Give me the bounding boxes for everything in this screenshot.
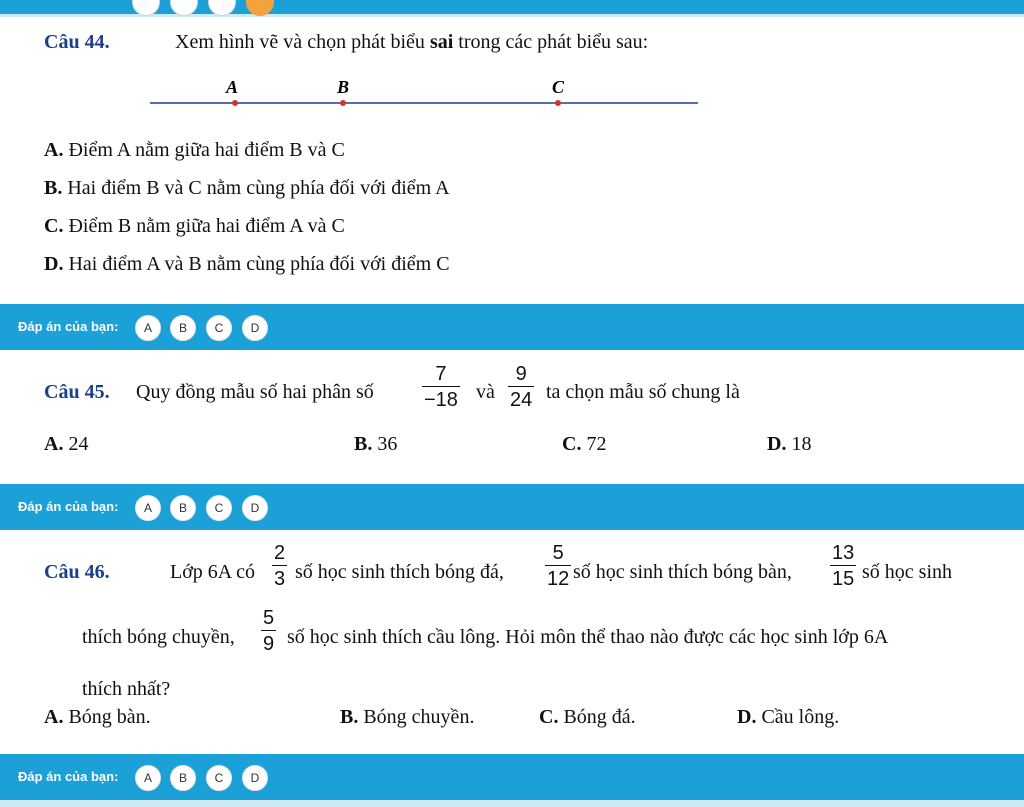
fraction-13-over-15: $\frac{13}{15}$	[832, 542, 855, 590]
q45-option-c: C. 72	[562, 433, 607, 455]
question-46-line1-b: số học sinh thích bóng đá,	[295, 561, 504, 583]
q46-option-b: B. Bóng chuyền.	[340, 706, 475, 728]
question-44-number: Câu 44.	[44, 31, 110, 53]
answer-bar-label: Đáp án của bạn:	[18, 319, 119, 334]
question-46-number: Câu 46.	[44, 561, 110, 583]
point-c	[555, 100, 561, 106]
answer-choice-b[interactable]: B	[170, 765, 196, 791]
question-45-stem-3: ta chọn mẫu số chung là	[546, 381, 740, 403]
question-46-line1-c: số học sinh thích bóng bàn,	[573, 561, 792, 583]
q46-option-a: A. Bóng bàn.	[44, 706, 151, 728]
q45-option-b: B. 36	[354, 433, 398, 455]
q45-option-d: D. 18	[767, 433, 812, 455]
answer-bar-label: Đáp án của bạn:	[18, 499, 119, 514]
answer-choice-b[interactable]: B	[170, 495, 196, 521]
q44-option-c: C. Điểm B nằm giữa hai điểm A và C	[44, 215, 345, 237]
fraction-2-over-3: $\frac{2}{3}$	[274, 542, 286, 590]
question-46-line2-a: thích bóng chuyền,	[82, 626, 235, 648]
question-46-line1-d: số học sinh	[862, 561, 952, 583]
fraction-5-over-12: $\frac{5}{12}$	[547, 542, 570, 590]
q44-option-a: A. Điểm A nằm giữa hai điểm B và C	[44, 139, 345, 161]
point-a	[232, 100, 238, 106]
question-44-stem: Xem hình vẽ và chọn phát biểu sai trong các phát biểu sau:	[175, 31, 649, 53]
answer-bar-q45	[0, 484, 1024, 530]
question-46-line1-a: Lớp 6A có	[170, 561, 256, 583]
q44-option-d: D. Hai điểm A và B nằm cùng phía đối với điểm C	[44, 253, 450, 275]
point-a-label: A	[225, 77, 239, 97]
answer-choice-c[interactable]: C	[206, 765, 232, 791]
top-bar-divider	[0, 14, 1024, 17]
fraction-5-over-9: $\frac{5}{9}$	[263, 607, 275, 655]
answer-choice-a[interactable]: A	[135, 765, 161, 791]
q44-option-b: B. Hai điểm B và C nằm cùng phía đối với điểm A	[44, 177, 450, 199]
point-b	[340, 100, 346, 106]
question-45-stem-1: Quy đồng mẫu số hai phân số	[136, 381, 374, 403]
q46-option-c: C. Bóng đá.	[539, 706, 636, 728]
answer-choice-d[interactable]: D	[242, 495, 268, 521]
answer-bar-label: Đáp án của bạn:	[18, 769, 119, 784]
question-46-line3: thích nhất?	[82, 678, 171, 700]
answer-choice-d[interactable]: D	[242, 765, 268, 791]
point-b-label: B	[336, 77, 350, 97]
fraction-9-over-24: $\frac{9}{24}$	[510, 363, 533, 411]
answer-choice-c[interactable]: C	[206, 315, 232, 341]
answer-choice-d[interactable]: D	[242, 315, 268, 341]
q45-option-a: A. 24	[44, 433, 89, 455]
answer-bar-q46	[0, 754, 1024, 800]
bottom-divider	[0, 800, 1024, 807]
q46-option-d: D. Cầu lông.	[737, 706, 840, 728]
fraction-7-over-neg18: $\frac{7}{-18}$	[424, 363, 458, 411]
answer-choice-b[interactable]: B	[170, 315, 196, 341]
question-45-stem-2: và	[476, 381, 495, 403]
point-c-label: C	[551, 77, 565, 97]
question-46-line2-b: số học sinh thích cầu lông. Hỏi môn thể thao nào được các học sinh lớp 6A	[287, 626, 889, 648]
question-45-number: Câu 45.	[44, 381, 110, 403]
line-figure	[140, 70, 710, 115]
answer-bar-q44	[0, 304, 1024, 350]
answer-choice-c[interactable]: C	[206, 495, 232, 521]
answer-choice-a[interactable]: A	[135, 495, 161, 521]
answer-choice-a[interactable]: A	[135, 315, 161, 341]
